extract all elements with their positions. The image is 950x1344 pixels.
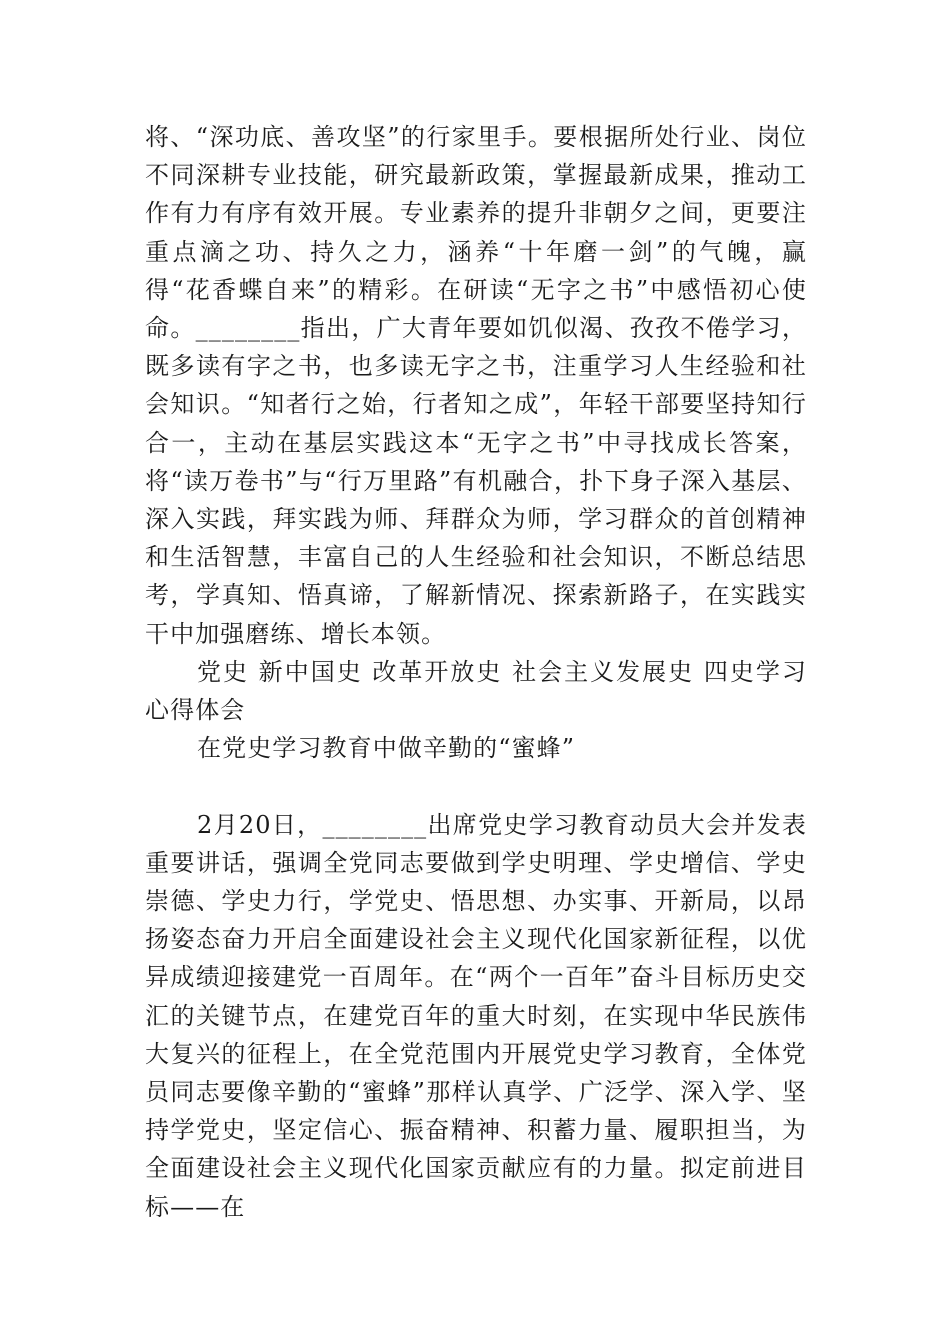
paragraph-continuation: 将、“深功底、善攻坚”的行家里手。要根据所处行业、岗位不同深耕专业技能，研究最新政策，掌握最新成果，推动工作有力有序有效开展。专业素养的提升非朝夕之间，更要注重点滴之功、持久之力，涵养“十年磨一剑”的气魄，赢得“花香蝶自来”的精彩。在研读“无字之书”中感悟初心使命。________指出，广大青年要如饥似渴、孜孜不倦学习，既多读有字之书，也多读无字之书，注重学习人生经验和社会知识。“知者行之始，行者知之成”，年轻干部要坚持知行合一，主动在基层实践这本“无字之书”中寻找成长答案，将“读万卷书”与“行万里路”有机融合，扑下身子深入基层、深入实践，拜实践为师、拜群众为师，学习群众的首创精神和生活智慧，丰富自己的人生经验和社会知识，不断总结思考，学真知、悟真谛，了解新情况、探索新路子，在实践实干中加强磨练、增长本领。: [145, 123, 807, 648]
blank-line: [145, 767, 807, 805]
paragraph-body: 2月20日，________出席党史学习教育动员大会并发表重要讲话，强调全党同志要做到学史明理、学史增信、学史崇德、学史力行，学党史、悟思想、办实事、开新局，以昂扬姿态奋力开启全面建设社会主义现代化国家新征程，以优异成绩迎接建党一百周年。在“两个一百年”奋斗目标历史交汇的关键节点，在建党百年的重大时刻，在实现中华民族伟大复兴的征程上，在全党范围内开展党史学习教育，全体党员同志要像辛勤的“蜜蜂”那样认真学、广泛学、深入学、坚持学党史，坚定信心、振奋精神、积蓄力量、履职担当，为全面建设社会主义现代化国家贡献应有的力量。拟定前进目标——在: [145, 810, 807, 1221]
paragraph-keywords: 党史 新中国史 改革开放史 社会主义发展史 四史学习心得体会: [145, 657, 807, 725]
article-title: 在党史学习教育中做辛勤的“蜜蜂”: [197, 734, 576, 763]
document-page: [145, 118, 807, 1226]
